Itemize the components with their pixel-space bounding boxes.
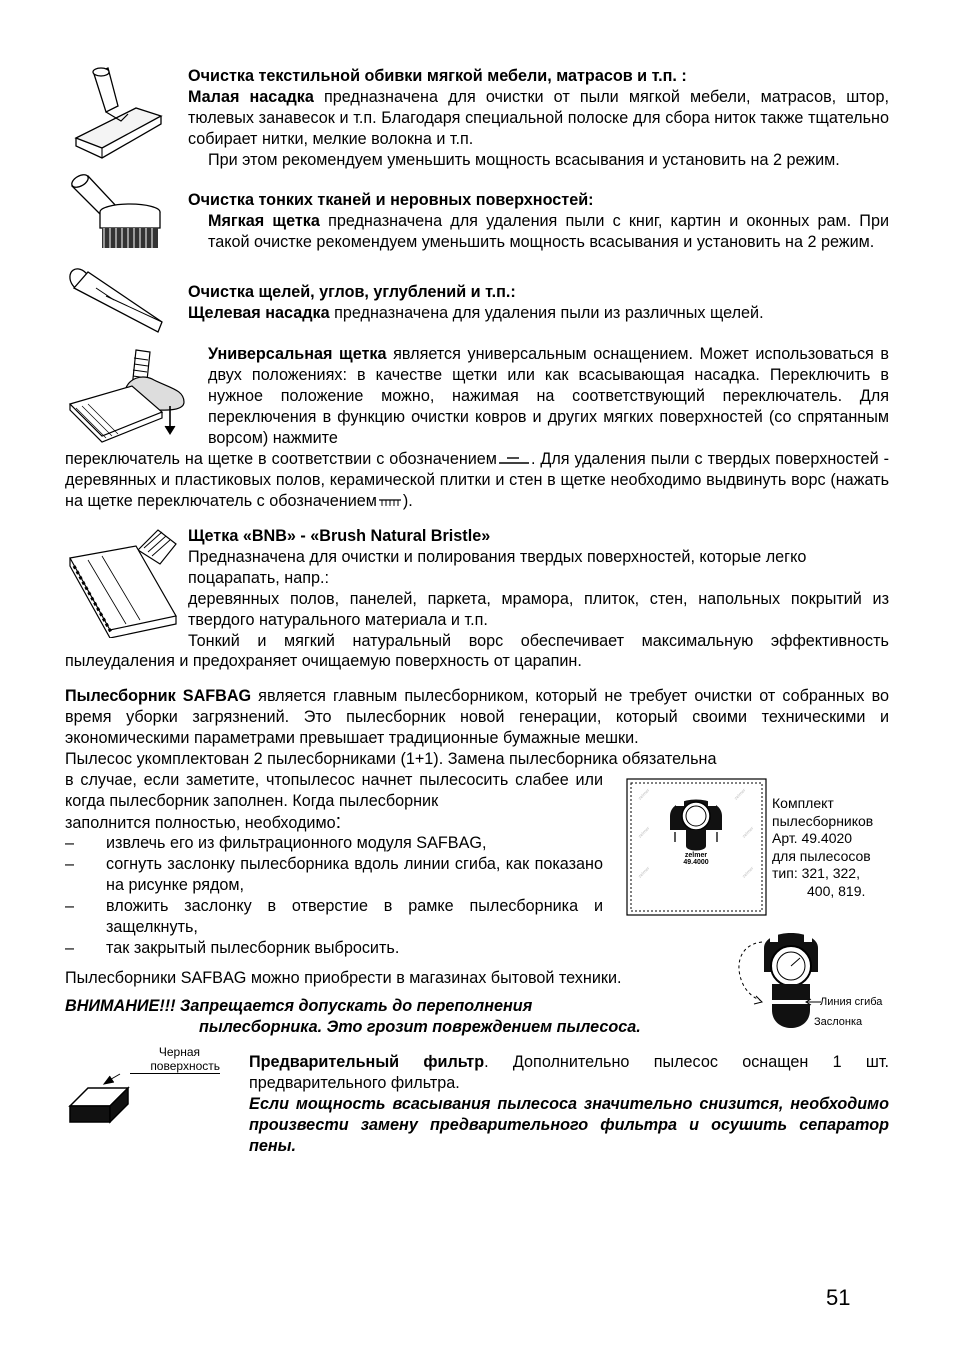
universal-brush-illustration <box>66 346 186 446</box>
list-item: – согнуть заслонку пылесборника вдоль линии сгиба, как показано на рисунке рядом, <box>65 854 603 896</box>
s4-line-b: . Для удаления пыли с твердых поверхностей - деревянных и пластиковых полов, керамической плитки и стен в щетке необходимо выдвинуть ворс (нажать на щетке переключатель с обозначением <box>65 450 889 510</box>
s7-warning: Если мощность всасывания пылесоса значительно снизится, необходимо произвести замену предварительного фильтра и осушить сепаратор пены. <box>249 1095 889 1155</box>
s7-lead: Предварительный фильтр <box>249 1053 485 1071</box>
svg-text:zelmer: zelmer <box>741 865 755 879</box>
flap-label: Заслонка <box>814 1016 863 1028</box>
bag-brand: zelmer <box>684 852 708 859</box>
s3-paragraph <box>188 303 889 324</box>
s6-lead: Пылесборник SAFBAG <box>65 687 252 705</box>
s1-text: предназначена для очистки от пыли мягкой мебели, матрасов, штор, тюлевых занавесок и т.п. Благодаря специальной полоске для сбора ниток также тщательно собирает нитки, мелкие волокна и т.п. <box>188 88 889 148</box>
s3-lead: Щелевая насадка <box>188 304 330 322</box>
svg-text:zelmer: zelmer <box>637 825 651 839</box>
s5-paragraph-3b: пылеудаления и предохраняет очищаемую поверхность от царапин. <box>65 652 582 670</box>
s2-text: предназначена для удаления пыли с книг, картин и оконных рам. При такой очистке рекомендуем уменьшить мощность всасывания и установить на 2 режим. <box>208 212 889 251</box>
bag-caption-line: Арт. 49.4020 <box>772 830 853 846</box>
s6-text: является главным пылесборником, который не требует очистки от собранных во время уборки загрязнений. Это пылесборник новой генерации, который своими техническими и экономическими параметрами превышает традиционные бумажные мешки. <box>65 687 889 747</box>
bag-caption <box>772 795 902 900</box>
bag-caption-line: Комплект <box>772 795 834 811</box>
small-nozzle-illustration <box>66 66 166 162</box>
s2-lead: Мягкая щетка <box>208 212 320 230</box>
s2-heading: Очистка тонких тканей и неровных поверхностей: <box>188 191 594 209</box>
s1-paragraph <box>188 87 889 150</box>
list-item: – так закрытый пылесборник выбросить. <box>65 938 603 959</box>
s4-paragraph-cont <box>65 449 889 512</box>
svg-text:zelmer: zelmer <box>637 865 651 879</box>
s7-text: . Дополнительно пылесос оснащен 1 шт. предварительного фильтра. <box>249 1053 889 1092</box>
s6-paragraph-5: Пылесборники SAFBAG можно приобрести в магазинах бытовой техники. <box>65 969 622 987</box>
s6-paragraph-2: Пылесос укомплектован 2 пылесборниками (1+1). Замена пылесборника обязательна <box>65 750 717 768</box>
prefilter-illustration <box>66 1060 146 1126</box>
s5-heading: Щетка «BNB» - «Brush Natural Bristle» <box>188 527 491 545</box>
s2-paragraph <box>208 211 889 253</box>
s3-heading: Очистка щелей, углов, углублений и т.п.: <box>188 283 516 301</box>
s4-text: является универсальным оснащением. Может использоваться в двух положениях: в качестве щетки или как всасывающая насадка. Переключить в нужное положение можно, нажимая на соответствующий переключатель. Для переключения в функцию очистки ковров и других мягких поверхностей (со спрятанным ворсом) нажмите <box>208 345 890 447</box>
s5-paragraph-1: Предназначена для очистки и полирования твердых поверхностей, которые легко поцарапать, напр.: <box>188 548 807 587</box>
warning-line-1: ВНИМАНИЕ!!! Запрещается допускать до переполнения <box>65 997 533 1015</box>
svg-text:zelmer: zelmer <box>733 787 747 801</box>
soft-brush-illustration <box>66 172 166 252</box>
black-surface-label-line: поверхность <box>130 1059 220 1074</box>
crevice-nozzle-illustration <box>66 266 166 336</box>
disposal-steps-list <box>65 833 603 959</box>
s1-heading: Очистка текстильной обивки мягкой мебели, матрасов и т.п. : <box>188 67 687 85</box>
safbag-illustration <box>626 778 767 916</box>
s6-paragraph-1 <box>65 686 889 749</box>
s5-paragraph-3a: Тонкий и мягкий натуральный ворс обеспечивает максимальную эффективность <box>188 632 889 650</box>
s3-text: предназначена для удаления пыли из различных щелей. <box>329 304 764 322</box>
s6-paragraph-3: в случае, если заметите, чтопылесос начнет пылесосить слабее или когда пылесборник заполнен. Когда пылесборник <box>65 771 603 810</box>
s5-paragraph-2: деревянных полов, панелей, паркета, мрамора, плиток, стен, напольных покрытий из твердого натурального материала и т.п. <box>188 590 889 629</box>
s1-lead: Малая насадка <box>188 88 314 106</box>
svg-text:zelmer: zelmer <box>637 787 651 801</box>
s7-paragraph <box>249 1052 889 1094</box>
warning-line-2: пылесборника. Это грозит повреждением пылесоса. <box>199 1018 641 1036</box>
bnb-brush-illustration <box>66 520 182 638</box>
bag-caption-line: пылесборников <box>772 812 874 829</box>
s6-paragraph-4: заполнится полностью, необходимо: <box>65 811 342 833</box>
fold-line-label: Линия сгиба <box>820 996 883 1008</box>
carpet-mode-symbol-icon <box>497 454 531 466</box>
hard-floor-mode-symbol-icon <box>377 496 403 508</box>
s1-paragraph-2: При этом рекомендуем уменьшить мощность всасывания и установить на 2 режим. <box>208 151 840 169</box>
bag-code: 49.4000 <box>683 859 709 866</box>
page-number: 51 <box>826 1285 851 1310</box>
svg-text:zelmer: zelmer <box>741 825 755 839</box>
bag-caption-line: 400, 819. <box>807 882 866 899</box>
s4-line-a: переключатель на щетке в соответствии с обозначением <box>65 450 497 468</box>
s4-paragraph <box>208 344 889 449</box>
s4-line-c: ). <box>402 492 413 510</box>
bag-caption-line: для пылесосов <box>772 847 871 864</box>
s4-lead: Универсальная щетка <box>208 345 387 363</box>
black-surface-label-line: Черная <box>158 1045 200 1059</box>
list-item: – вложить заслонку в отверстие в рамке пылесборника и защелкнуть, <box>65 896 603 938</box>
list-item: – извлечь его из фильтрационного модуля SAFBAG, <box>65 833 603 854</box>
bag-caption-line: тип: 321, 322, <box>772 865 860 881</box>
